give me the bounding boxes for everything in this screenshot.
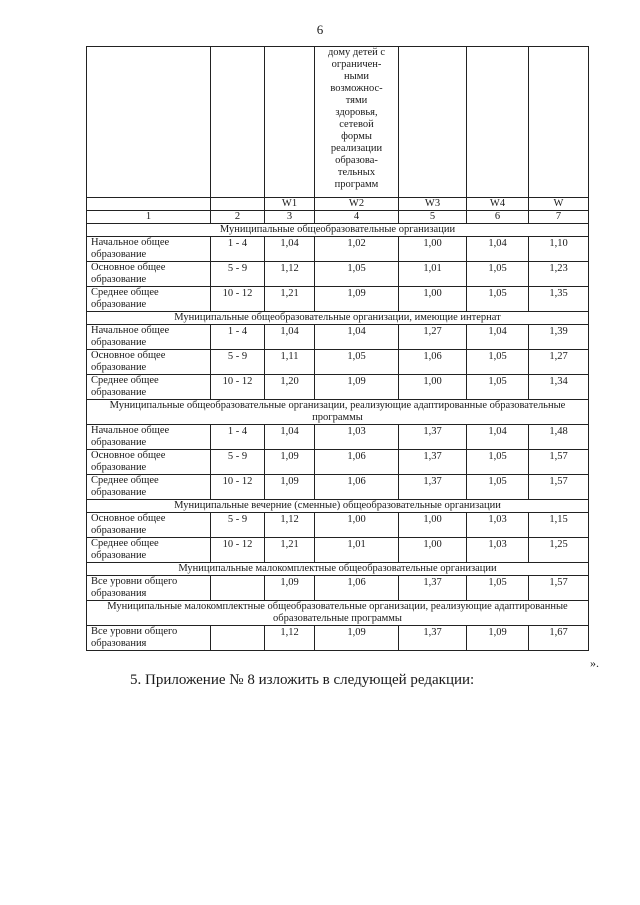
w2-value: 1,05	[315, 262, 399, 287]
w1-label: W1	[265, 198, 315, 211]
w4-value: 1,05	[467, 475, 529, 500]
education-level-cell: Среднее общее образование	[87, 475, 211, 500]
page-number: 6	[316, 22, 324, 37]
w3-value: 1,00	[399, 538, 467, 563]
w3-value: 1,00	[399, 287, 467, 312]
w1-value: 1,09	[265, 576, 315, 601]
table-row	[87, 237, 589, 262]
w2-value: 1,09	[315, 375, 399, 400]
education-level-cell: Среднее общее образование	[87, 375, 211, 400]
col-number: 6	[467, 211, 529, 224]
w-value: 1,39	[529, 325, 589, 350]
w-value: 1,57	[529, 576, 589, 601]
w3-label: W3	[399, 198, 467, 211]
header-row-w-labels	[87, 198, 589, 211]
table-row	[87, 626, 589, 651]
w4-value: 1,05	[467, 375, 529, 400]
w1-value: 1,11	[265, 350, 315, 375]
coefficients-table	[86, 46, 589, 651]
section-title: Муниципальные общеобразовательные организации, реализующие адаптированные образовательные программы	[87, 400, 589, 425]
w-value: 1,25	[529, 538, 589, 563]
w1-value: 1,12	[265, 513, 315, 538]
w-label: W	[529, 198, 589, 211]
w4-value: 1,05	[467, 450, 529, 475]
header-cell-empty	[211, 198, 265, 211]
education-level-cell: Начальное общее образование	[87, 425, 211, 450]
education-level-cell: Начальное общее образование	[87, 325, 211, 350]
education-level-cell: Все уровни общего образования	[87, 626, 211, 651]
w-value: 1,10	[529, 237, 589, 262]
w-value: 1,15	[529, 513, 589, 538]
w4-value: 1,03	[467, 538, 529, 563]
section-title-row	[87, 500, 589, 513]
w1-value: 1,04	[265, 237, 315, 262]
education-level-cell: Основное общее образование	[87, 450, 211, 475]
section-title: Муниципальные вечерние (сменные) общеобразовательные организации	[87, 500, 589, 513]
w2-value: 1,02	[315, 237, 399, 262]
grades-cell: 10 - 12	[211, 538, 265, 563]
w2-value: 1,09	[315, 287, 399, 312]
section-title: Муниципальные малокомплектные общеобразовательные организации	[87, 563, 589, 576]
grades-cell: 10 - 12	[211, 475, 265, 500]
w4-value: 1,05	[467, 287, 529, 312]
table-row	[87, 475, 589, 500]
table-row	[87, 538, 589, 563]
col-number: 5	[399, 211, 467, 224]
section-title-row	[87, 312, 589, 325]
w-value: 1,23	[529, 262, 589, 287]
education-level-cell: Основное общее образование	[87, 513, 211, 538]
education-level-cell: Среднее общее образование	[87, 538, 211, 563]
w2-value: 1,06	[315, 450, 399, 475]
education-level-cell: Основное общее образование	[87, 262, 211, 287]
w-value: 1,27	[529, 350, 589, 375]
section-title-row	[87, 224, 589, 237]
education-level-cell: Основное общее образование	[87, 350, 211, 375]
w3-value: 1,01	[399, 262, 467, 287]
grades-cell: 5 - 9	[211, 450, 265, 475]
w4-value: 1,04	[467, 325, 529, 350]
w2-value: 1,09	[315, 626, 399, 651]
grades-cell: 5 - 9	[211, 513, 265, 538]
w3-value: 1,37	[399, 425, 467, 450]
grades-cell: 1 - 4	[211, 237, 265, 262]
grades-cell: 10 - 12	[211, 287, 265, 312]
w2-value: 1,06	[315, 576, 399, 601]
education-level-cell: Среднее общее образование	[87, 287, 211, 312]
header-cell-empty	[87, 198, 211, 211]
w4-value: 1,09	[467, 626, 529, 651]
w1-value: 1,09	[265, 450, 315, 475]
table-row	[87, 262, 589, 287]
w-value: 1,57	[529, 475, 589, 500]
w4-value: 1,05	[467, 576, 529, 601]
education-level-cell: Все уровни общего образования	[87, 576, 211, 601]
section-title: Муниципальные малокомплектные общеобразовательные организации, реализующие адаптированные образовательные программы	[87, 601, 589, 626]
w3-value: 1,37	[399, 450, 467, 475]
col-number: 3	[265, 211, 315, 224]
w1-value: 1,12	[265, 262, 315, 287]
table-row	[87, 375, 589, 400]
w1-value: 1,20	[265, 375, 315, 400]
w3-value: 1,00	[399, 513, 467, 538]
w2-value: 1,03	[315, 425, 399, 450]
w4-value: 1,04	[467, 237, 529, 262]
w-value: 1,35	[529, 287, 589, 312]
table-row	[87, 513, 589, 538]
header-cell-col4: дому детей с ограничен- ными возможнос- тями здоровья, сетевой формы реализации образова- тельных программ	[315, 47, 399, 198]
col-number: 1	[87, 211, 211, 224]
education-level-cell: Начальное общее образование	[87, 237, 211, 262]
grades-cell: 1 - 4	[211, 425, 265, 450]
w4-label: W4	[467, 198, 529, 211]
section-title: Муниципальные общеобразовательные организации	[87, 224, 589, 237]
w2-value: 1,06	[315, 475, 399, 500]
w4-value: 1,03	[467, 513, 529, 538]
table-row	[87, 450, 589, 475]
w4-value: 1,04	[467, 425, 529, 450]
table-row	[87, 287, 589, 312]
w2-label: W2	[315, 198, 399, 211]
grades-cell	[211, 626, 265, 651]
w2-value: 1,04	[315, 325, 399, 350]
table-row	[87, 576, 589, 601]
table-row	[87, 325, 589, 350]
w-value: 1,48	[529, 425, 589, 450]
w3-value: 1,06	[399, 350, 467, 375]
header-cell-empty	[211, 47, 265, 198]
item-5-text: 5. Приложение № 8 изложить в следующей редакции:	[130, 672, 475, 688]
header-cell-empty	[399, 47, 467, 198]
w-value: 1,34	[529, 375, 589, 400]
w2-value: 1,00	[315, 513, 399, 538]
w3-value: 1,00	[399, 237, 467, 262]
closing-quote: ».	[590, 656, 599, 670]
section-title-row	[87, 563, 589, 576]
w3-value: 1,37	[399, 475, 467, 500]
table-row	[87, 425, 589, 450]
w1-value: 1,21	[265, 287, 315, 312]
w2-value: 1,05	[315, 350, 399, 375]
header-cell-empty	[529, 47, 589, 198]
header-row-text	[87, 47, 589, 198]
w1-value: 1,04	[265, 425, 315, 450]
column-number-row	[87, 211, 589, 224]
w3-value: 1,37	[399, 576, 467, 601]
w3-value: 1,00	[399, 375, 467, 400]
w-value: 1,67	[529, 626, 589, 651]
w1-value: 1,04	[265, 325, 315, 350]
grades-cell: 1 - 4	[211, 325, 265, 350]
w4-value: 1,05	[467, 350, 529, 375]
table-row	[87, 350, 589, 375]
col-number: 7	[529, 211, 589, 224]
grades-cell: 5 - 9	[211, 262, 265, 287]
w1-value: 1,09	[265, 475, 315, 500]
header-cell-empty	[265, 47, 315, 198]
w1-value: 1,21	[265, 538, 315, 563]
col-number: 4	[315, 211, 399, 224]
col-number: 2	[211, 211, 265, 224]
w1-value: 1,12	[265, 626, 315, 651]
w-value: 1,57	[529, 450, 589, 475]
w4-value: 1,05	[467, 262, 529, 287]
table-body	[87, 47, 589, 651]
w3-value: 1,27	[399, 325, 467, 350]
w2-value: 1,01	[315, 538, 399, 563]
section-title-row	[87, 400, 589, 425]
grades-cell	[211, 576, 265, 601]
section-title: Муниципальные общеобразовательные организации, имеющие интернат	[87, 312, 589, 325]
grades-cell: 10 - 12	[211, 375, 265, 400]
w3-value: 1,37	[399, 626, 467, 651]
grades-cell: 5 - 9	[211, 350, 265, 375]
header-cell-empty	[467, 47, 529, 198]
section-title-row	[87, 601, 589, 626]
header-cell-empty	[87, 47, 211, 198]
